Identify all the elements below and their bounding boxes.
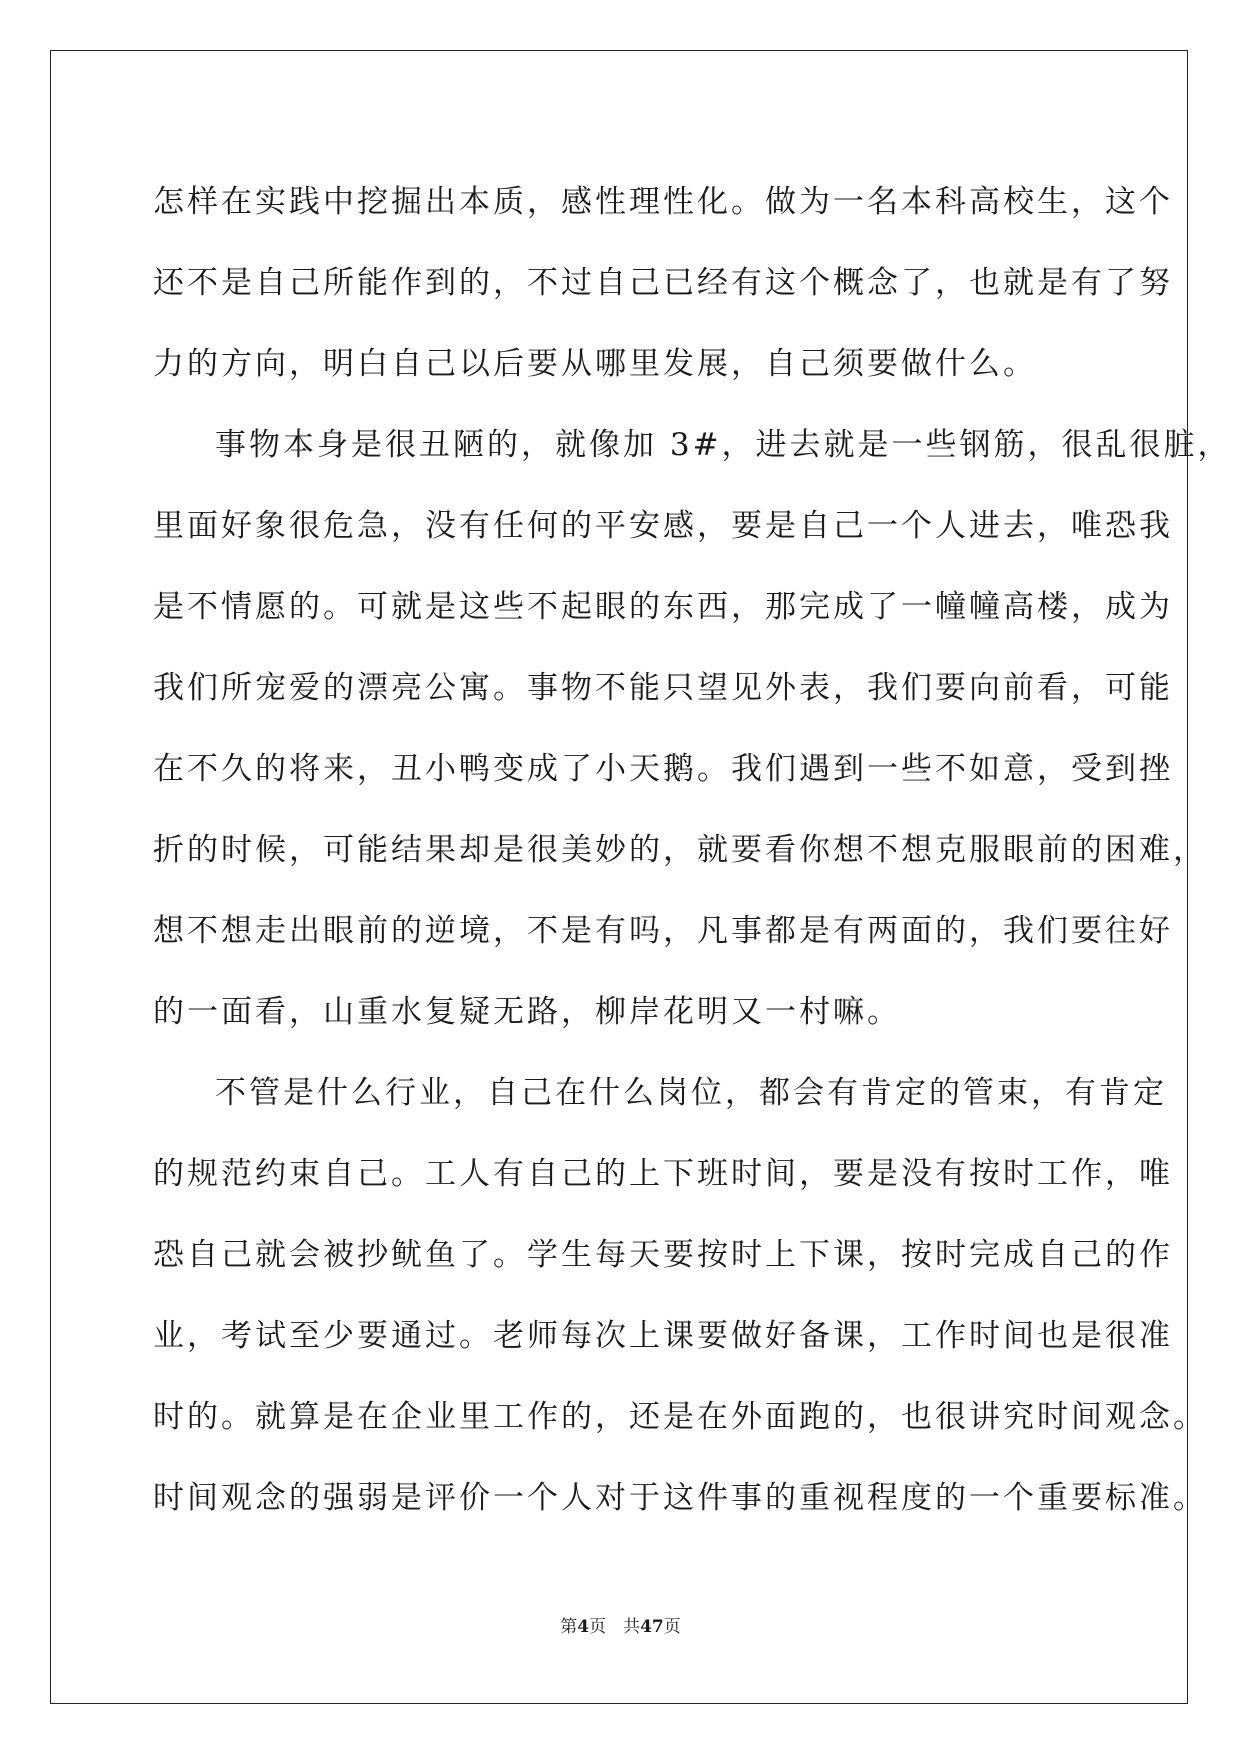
text-line: 我们所宠爱的漂亮公寓。事物不能只望见外表，我们要向前看，可能	[153, 670, 1173, 706]
text-line: 力的方向，明白自己以后要从哪里发展，自己须要做什么。	[153, 346, 1037, 382]
text-line: 怎样在实践中挖掘出本质，感性理性化。做为一名本科高校生，这个	[153, 184, 1173, 220]
paragraph-first-line: 事物本身是很丑陋的，就像加 3#，进去就是一些钢筋，很乱很脏，	[215, 427, 1232, 463]
page-number-footer	[0, 1612, 1241, 1637]
text-line: 折的时候，可能结果却是很美妙的，就要看你想不想克服眼前的困难，	[153, 832, 1207, 868]
text-line: 还不是自己所能作到的，不过自己已经有这个概念了，也就是有了努	[153, 265, 1173, 301]
text-line: 里面好象很危急，没有任何的平安感，要是自己一个人进去，唯恐我	[153, 508, 1173, 544]
text-line: 时的。就算是在企业里工作的，还是在外面跑的，也很讲究时间观念。	[153, 1399, 1207, 1435]
text-line: 业，考试至少要通过。老师每次上课要做好备课，工作时间也是很准	[153, 1318, 1173, 1354]
document-body	[153, 162, 1232, 1539]
footer-mid: 页 共	[589, 1617, 641, 1637]
total-page-count: 47	[640, 1617, 664, 1637]
text-line: 的一面看，山重水复疑无路，柳岸花明又一村嘛。	[153, 994, 901, 1030]
text-line: 在不久的将来，丑小鸭变成了小天鹅。我们遇到一些不如意，受到挫	[153, 751, 1173, 787]
footer-prefix: 第	[560, 1617, 578, 1637]
text-line: 恐自己就会被抄鱿鱼了。学生每天要按时上下课，按时完成自己的作	[153, 1237, 1173, 1273]
text-line: 时间观念的强弱是评价一个人对于这件事的重视程度的一个重要标准。	[153, 1480, 1207, 1516]
text-line: 的规范约束自己。工人有自己的上下班时间，要是没有按时工作，唯	[153, 1156, 1173, 1192]
footer-suffix: 页	[663, 1617, 681, 1637]
text-line: 想不想走出眼前的逆境，不是有吗，凡事都是有两面的，我们要往好	[153, 913, 1173, 949]
paragraph-first-line: 不管是什么行业，自己在什么岗位，都会有肯定的管束，有肯定	[215, 1075, 1167, 1111]
current-page-number: 4	[577, 1617, 590, 1637]
text-line: 是不情愿的。可就是这些不起眼的东西，那完成了一幢幢高楼，成为	[153, 589, 1173, 625]
